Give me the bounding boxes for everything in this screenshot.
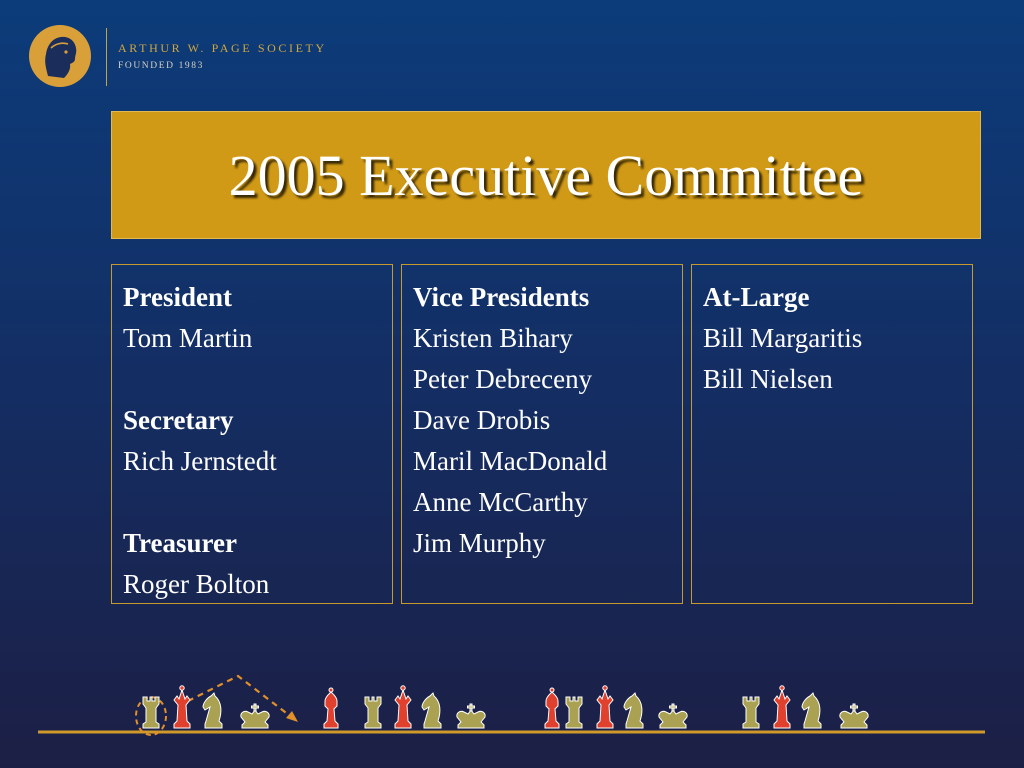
president-heading: President [123, 282, 232, 312]
knight-icon [802, 693, 821, 728]
vice-president-name: Dave Drobis [413, 405, 551, 435]
header-divider [106, 28, 107, 86]
bishop-icon [324, 688, 338, 728]
treasurer-heading: Treasurer [123, 528, 237, 558]
queen-icon [774, 686, 790, 728]
vice-president-name: Anne McCarthy [413, 487, 588, 517]
treasurer-name: Roger Bolton [123, 569, 270, 599]
vice-presidents-panel [401, 264, 683, 604]
queen-icon [597, 686, 613, 728]
at-large-name: Bill Nielsen [703, 364, 833, 394]
knight-icon [624, 693, 643, 728]
rook-icon [365, 697, 381, 728]
rook-icon [566, 697, 582, 728]
rook-icon [743, 697, 759, 728]
bishop-icon [545, 688, 559, 728]
king-icon [241, 704, 269, 728]
vice-president-name: Kristen Bihary [413, 323, 573, 353]
officers-panel [111, 264, 393, 604]
knight-icon [422, 693, 441, 728]
org-name: ARTHUR W. PAGE SOCIETY [118, 41, 327, 55]
king-icon [840, 704, 868, 728]
king-icon [659, 704, 687, 728]
king-icon [457, 704, 485, 728]
org-founded: FOUNDED 1983 [118, 61, 204, 71]
secretary-heading: Secretary [123, 405, 234, 435]
queen-icon [174, 686, 190, 728]
at-large-name: Bill Margaritis [703, 323, 863, 353]
vice-presidents-heading: Vice Presidents [413, 282, 590, 312]
page-title: 2005 Executive Committee [228, 142, 864, 208]
society-logo-icon [28, 24, 92, 88]
vice-president-name: Jim Murphy [413, 528, 546, 558]
at-large-panel [691, 264, 973, 604]
queen-icon [395, 686, 411, 728]
at-large-heading: At-Large [703, 282, 810, 312]
knight-icon [203, 693, 222, 728]
move-arrow [178, 676, 298, 722]
rook-icon [143, 697, 159, 728]
president-name: Tom Martin [123, 323, 253, 353]
vice-president-name: Peter Debreceny [413, 364, 593, 394]
chess-decoration [0, 660, 1024, 768]
title-band [111, 111, 981, 239]
secretary-name: Rich Jernstedt [123, 446, 277, 476]
vice-president-name: Maril MacDonald [413, 446, 608, 476]
